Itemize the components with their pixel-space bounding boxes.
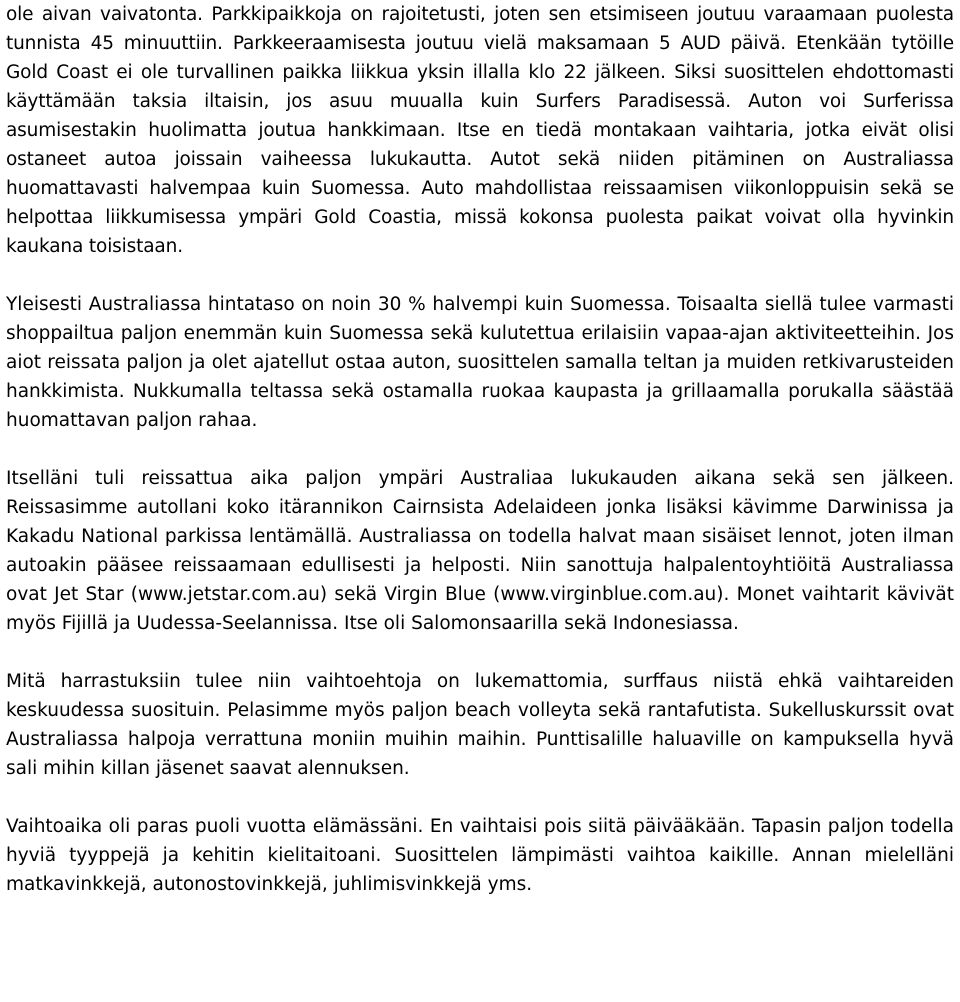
paragraph-gap <box>6 638 954 667</box>
paragraph-gap <box>6 435 954 464</box>
document-page <box>6 0 954 899</box>
paragraph-travel: Itselläni tuli reissattua aika paljon ympäri Australiaa lukukauden aikana sekä sen jälkeen. Reissasimme autollani koko itärannikon Cairnsista Adelaideen jonka lisäksi kävimme Darwinissa ja Kakadu National parkissa lentämällä. Australiassa on todella halvat maan sisäiset lennot, joten ilman autoakin pääsee reissaamaan edullisesti ja helposti. Niin sanottuja halpalentoyhtiöitä Australiassa ovat Jet Star (www.jetstar.com.au) sekä Virgin Blue (www.virginblue.com.au). Monet vaihtarit kävivät myös Fijillä ja Uudessa-Seelannissa. Itse oli Salomonsaarilla sekä Indonesiassa. <box>6 468 954 634</box>
paragraph-prices: Yleisesti Australiassa hintataso on noin 30 % halvempi kuin Suomessa. Toisaalta siellä tulee varmasti shoppailtua paljon enemmän kuin Suomessa sekä kulutettua erilaisiin vapaa-ajan aktiviteetteihin. Jos aiot reissata paljon ja olet ajatellut ostaa auton, suosittelen samalla teltan ja muiden retkivarusteiden hankkimista. Nukkumalla teltassa sekä ostamalla ruokaa kaupasta ja grillaamalla porukalla säästää huomattavan paljon rahaa. <box>6 294 954 431</box>
paragraph-hobbies: Mitä harrastuksiin tulee niin vaihtoehtoja on lukemattomia, surffaus niistä ehkä vaihtareiden keskuudessa suosituin. Pelasimme myös paljon beach volleyta sekä rantafutista. Sukelluskurssit ovat Australiassa halpoja verrattuna moniin muihin maihin. Punttisalille haluaville on kampuksella hyvä sali mihin killan jäsenet saavat alennuksen. <box>6 671 954 779</box>
paragraph-transport: ole aivan vaivatonta. Parkkipaikkoja on rajoitetusti, joten sen etsimiseen joutuu varaamaan puolesta tunnista 45 minuuttiin. Parkkeeraamisesta joutuu vielä maksamaan 5 AUD päivä. Etenkään tytöille Gold Coast ei ole turvallinen paikka liikkua yksin illalla klo 22 jälkeen. Siksi suosittelen ehdottomasti käyttämään taksia iltaisin, jos asuu muualla kuin Surfers Paradisessä. Auton voi Surferissa asumisestakin huolimatta joutua hankkimaan. Itse en tiedä montakaan vaihtaria, jotka eivät olisi ostaneet autoa joissain vaiheessa lukukautta. Autot sekä niiden pitäminen on Australiassa huomattavasti halvempaa kuin Suomessa. Auto mahdollistaa reissaamisen viikonloppuisin sekä se helpottaa liikkumisessa ympäri Gold Coastia, missä kokonsa puolesta paikat voivat olla hyvinkin kaukana toisistaan. <box>6 4 954 257</box>
paragraph-gap <box>6 783 954 812</box>
paragraph-gap <box>6 261 954 290</box>
paragraph-summary: Vaihtoaika oli paras puoli vuotta elämässäni. En vaihtaisi pois siitä päivääkään. Tapasin paljon todella hyviä tyyppejä ja kehitin kielitaitoani. Suosittelen lämpimästi vaihtoa kaikille. Annan mielelläni matkavinkkejä, autonostovinkkejä, juhlimisvinkkejä yms. <box>6 816 954 895</box>
